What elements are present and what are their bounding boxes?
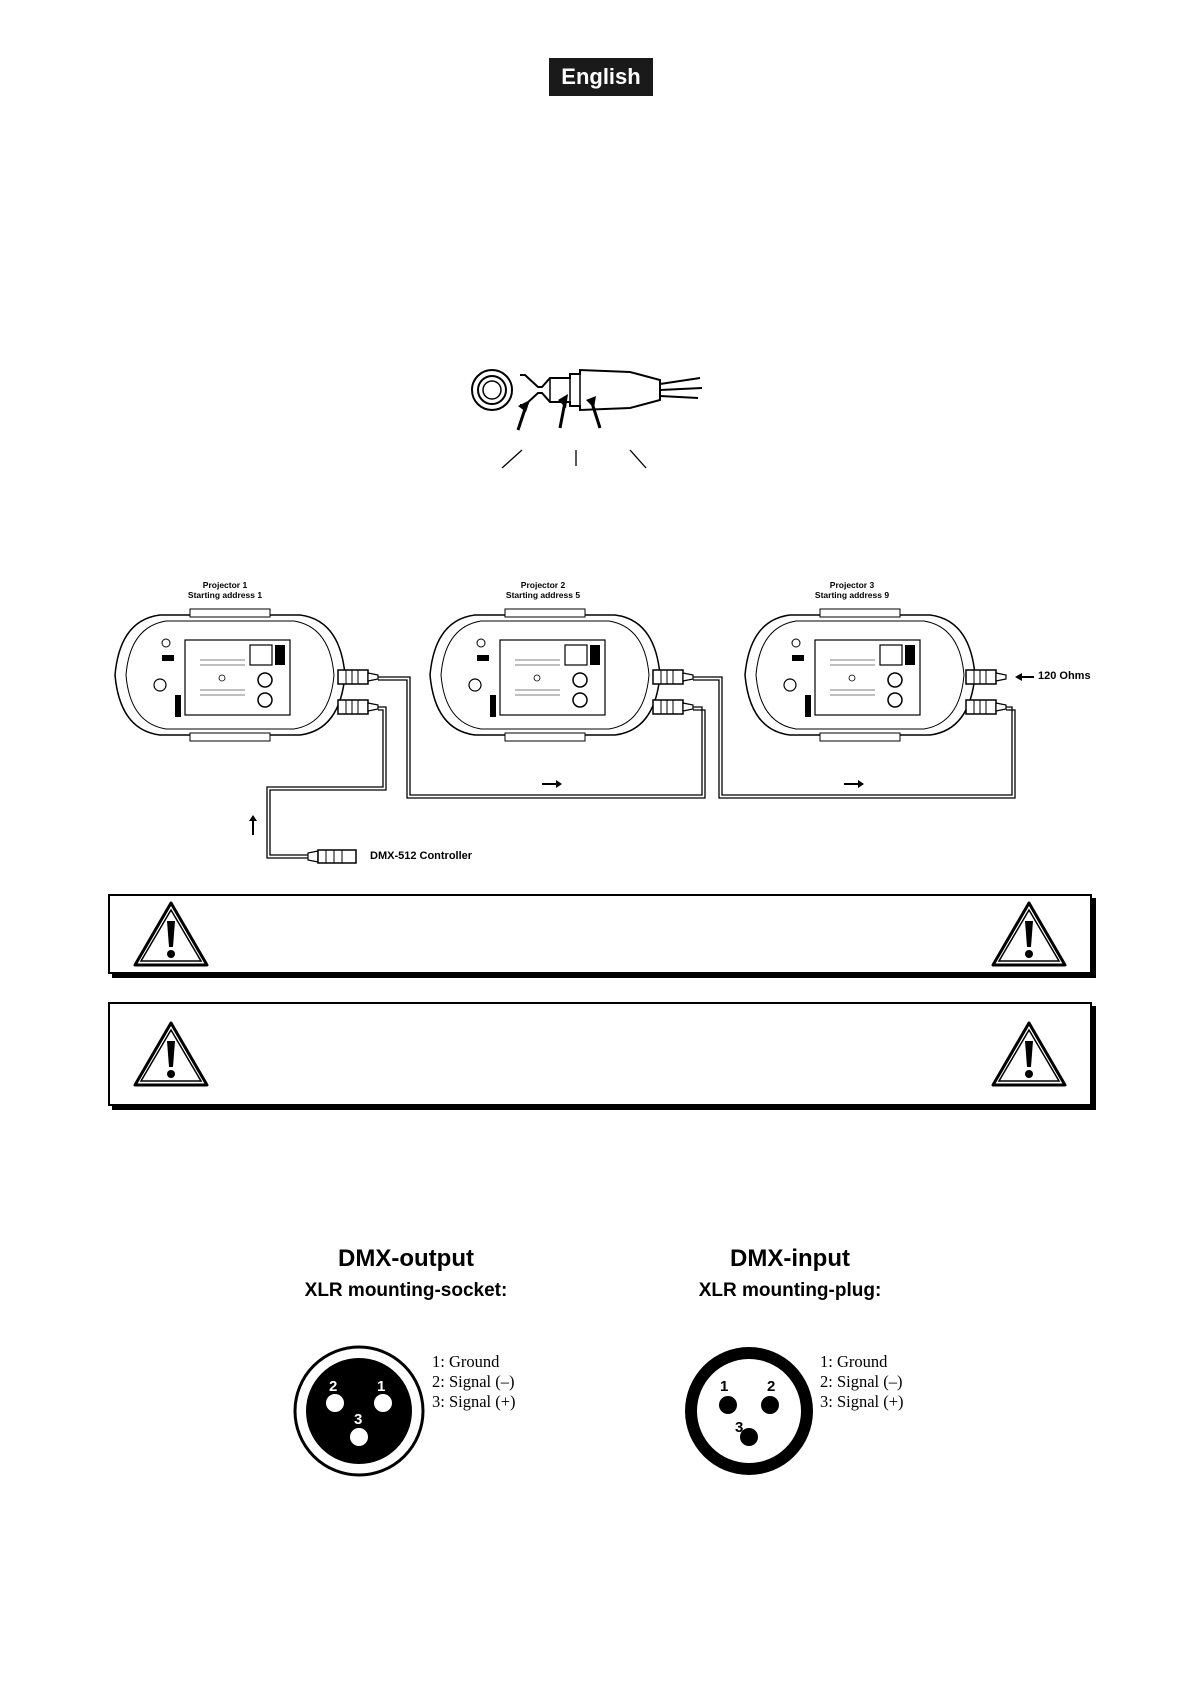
- projector-name: Projector 2: [520, 580, 566, 590]
- signal-direction-arrow: [249, 815, 257, 835]
- pin-number: 3: [354, 1411, 363, 1428]
- terminator-label: 120 Ohms: [1038, 670, 1091, 682]
- warning-triangle-icon: [990, 1019, 1068, 1089]
- language-badge: English: [549, 58, 653, 96]
- signal-direction-arrow: [844, 780, 864, 788]
- projector-1-dmx-out-connector: [338, 670, 378, 684]
- projector-address: Starting address 5: [505, 590, 581, 600]
- xlr-plug-diagram: [683, 1345, 815, 1477]
- controller-label: DMX-512 Controller: [370, 850, 473, 862]
- chain-drawing: [0, 570, 1190, 880]
- pin-legend-item: 1: Ground: [432, 1352, 500, 1371]
- pin-number: 2: [767, 1378, 776, 1395]
- signal-direction-arrow: [542, 780, 562, 788]
- pin-legend-item: 3: Signal (+): [820, 1392, 904, 1411]
- terminator-connector: [966, 670, 1006, 684]
- projector-2-dmx-out-connector: [653, 670, 693, 684]
- pin-number: 1: [720, 1378, 729, 1395]
- pin-number: 2: [329, 1378, 338, 1395]
- pin-number: 3: [735, 1419, 744, 1436]
- projector-1-dmx-in-connector: [338, 700, 378, 714]
- projector-address: Starting address 1: [187, 590, 263, 600]
- terminator-arrow: [1015, 673, 1034, 681]
- projector-3-dmx-in-connector: [966, 700, 1006, 714]
- projector-1-unit: [115, 609, 345, 741]
- xlr-socket-diagram: [293, 1345, 425, 1477]
- projector-name: Projector 1: [202, 580, 248, 590]
- warning-triangle-icon: [990, 899, 1068, 969]
- warning-triangle-icon: [132, 899, 210, 969]
- dmx-input-pin-legend: [820, 1352, 904, 1412]
- warning-box-1: [108, 894, 1092, 974]
- dmx-output-title: DMX-output: [338, 1245, 474, 1272]
- pin-legend-item: 2: Signal (–): [820, 1372, 903, 1391]
- projector-3-unit: [745, 609, 975, 741]
- pin-number: 1: [377, 1378, 386, 1395]
- projector-name: Projector 3: [829, 580, 875, 590]
- projector-address: Starting address 9: [814, 590, 890, 600]
- warning-box-2: [108, 1002, 1092, 1106]
- dmx-output-pin-legend: [432, 1352, 516, 1412]
- dmx-input-title: DMX-input: [730, 1245, 850, 1272]
- dmx-output-subtitle: XLR mounting-socket:: [304, 1280, 508, 1301]
- controller-connector: [308, 850, 356, 863]
- warning-triangle-icon: [132, 1019, 210, 1089]
- projector-2-unit: [430, 609, 660, 741]
- pin-legend-item: 1: Ground: [820, 1352, 888, 1371]
- pin-legend-item: 3: Signal (+): [432, 1392, 516, 1411]
- dmx-daisy-chain-diagram: [0, 570, 1190, 880]
- dmx-input-subtitle: XLR mounting-plug:: [698, 1280, 882, 1301]
- projector-2-dmx-in-connector: [653, 700, 693, 714]
- jack-plug-illustration: [470, 360, 730, 480]
- pin-legend-item: 2: Signal (–): [432, 1372, 515, 1391]
